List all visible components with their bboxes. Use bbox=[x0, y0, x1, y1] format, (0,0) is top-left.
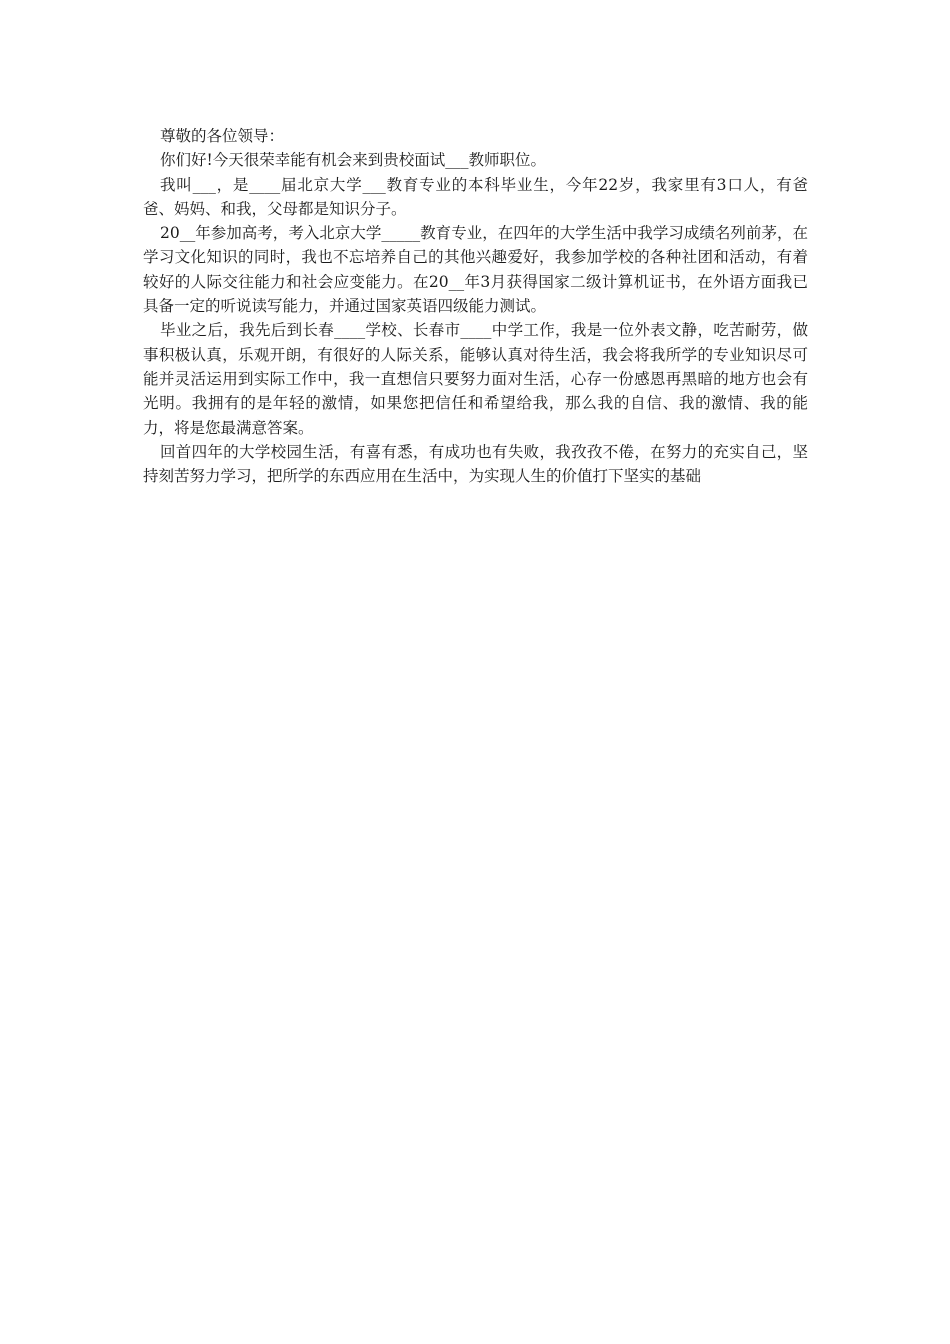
education-paragraph: 20__年参加高考，考入北京大学_____教育专业，在四年的大学生活中我学习成绩名列前茅，在学习文化知识的同时，我也不忘培养自己的其他兴趣爱好，我参加学校的各种社团和活动，有着较好的人际交往能力和社会应变能力。在20__年3月获得国家二级计算机证书，在外语方面我已具备一定的听说读写能力，并通过国家英语四级能力测试。 bbox=[143, 224, 808, 316]
work-paragraph: 毕业之后，我先后到长春____学校、长春市____中学工作，我是一位外表文静，吃苦耐劳，做事积极认真，乐观开朗，有很好的人际关系，能够认真对待生活，我会将我所学的专业知识尽可能并灵活运用到实际工作中，我一直想信只要努力面对生活，心存一份感恩再黑暗的地方也会有光明。我拥有的是年轻的激情，如果您把信任和希望给我，那么我的自信、我的激情、我的能力，将是您最满意答案。 bbox=[143, 321, 808, 437]
salutation: 尊敬的各位领导： bbox=[160, 127, 285, 145]
intro-paragraph: 我叫___，是____届北京大学___教育专业的本科毕业生，今年22岁，我家里有3口人，有爸爸、妈妈、和我，父母都是知识分子。 bbox=[143, 175, 808, 218]
review-paragraph: 回首四年的大学校园生活，有喜有悉，有成功也有失败，我孜孜不倦，在努力的充实自己，坚持刻苦努力学习，把所学的东西应用在生活中，为实现人生的价值打下坚实的基础 bbox=[143, 442, 808, 486]
document-body bbox=[143, 124, 808, 488]
greeting-paragraph: 你们好!今天很荣幸能有机会来到贵校面试___教师职位。 bbox=[160, 151, 546, 170]
